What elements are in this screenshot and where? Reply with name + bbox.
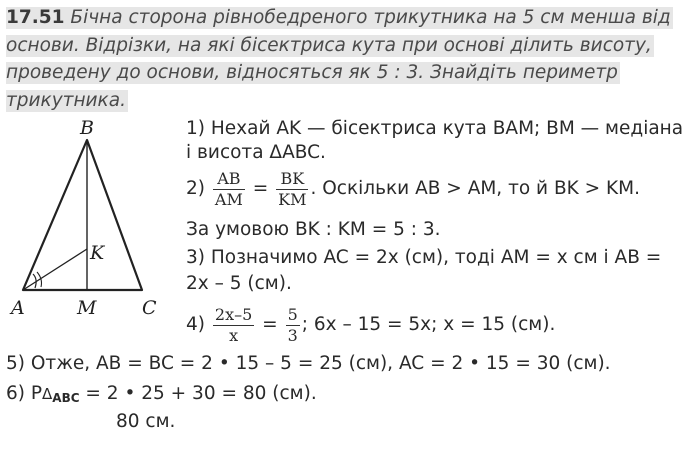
delta-symbol: Δ: [42, 385, 53, 403]
fraction-bk-km-numerator: BK: [276, 169, 308, 190]
problem-text-line-3: проведену до основи, відносяться як 5 : 3. Знайдіть периметр: [6, 62, 618, 83]
step-2-equals: =: [252, 178, 269, 199]
step-1-line-2: і висота ΔABC.: [186, 142, 326, 163]
fraction-ab-am-denominator: AM: [214, 189, 243, 209]
fraction-ab-am: [213, 169, 245, 210]
label-c: C: [142, 297, 157, 319]
problem-number: 17.51: [6, 7, 65, 28]
fraction-equation-left-denominator: x: [229, 325, 239, 345]
step-2-condition: За умовою BK : KM = 5 : 3.: [186, 219, 441, 240]
step-2-text: . Оскільки AB > AM, то й BK > KM.: [310, 178, 641, 199]
step-6-subscript: ABC: [52, 391, 80, 405]
fraction-bk-km: [276, 169, 308, 210]
step-4-equals: =: [262, 314, 278, 335]
fraction-equation-right-numerator: 5: [287, 304, 298, 324]
step-6-p: 6) P: [6, 383, 43, 404]
step-3-line-2: 2x – 5 (см).: [186, 273, 292, 294]
step-4: [186, 301, 555, 349]
fraction-ab-am-numerator: AB: [213, 169, 245, 190]
label-a: A: [11, 297, 25, 319]
step-4-prefix: 4): [186, 314, 205, 335]
step-2-prefix: 2): [186, 178, 205, 199]
problem-text-line-2: основи. Відрізки, на які бісектриса кута при основі ділить висоту,: [6, 34, 652, 56]
step-1-line-1: 1) Нехай AK — бісектриса кута BAM; BM — медіана: [186, 118, 684, 139]
fraction-equation-right: [286, 305, 300, 346]
label-m: M: [77, 297, 97, 319]
problem-text-line-1: Бічна сторона рівнобедреного трикутника на 5 см менша від: [70, 7, 671, 28]
step-6-expression: = 2 • 25 + 30 = 80 (см).: [79, 383, 317, 404]
fraction-equation-right-denominator: 3: [287, 325, 298, 345]
step-6: [6, 383, 317, 409]
fraction-equation-left: [213, 305, 254, 346]
label-k: K: [90, 242, 105, 264]
fraction-equation-left-numerator: 2x–5: [214, 304, 253, 324]
step-3-line-1: 3) Позначимо AC = 2x (см), тоді AM = x см і AB =: [186, 247, 662, 268]
answer: 80 см.: [116, 411, 176, 432]
step-2: [186, 166, 640, 212]
fraction-bk-km-denominator: KM: [278, 189, 307, 209]
problem-text-line-4: трикутника.: [6, 89, 126, 111]
step-4-text: ; 6x – 15 = 5x; x = 15 (см).: [301, 314, 556, 335]
step-5: 5) Отже, AB = BC = 2 • 15 – 5 = 25 (см), AC = 2 • 15 = 30 (см).: [6, 353, 611, 374]
label-b: B: [80, 117, 94, 139]
